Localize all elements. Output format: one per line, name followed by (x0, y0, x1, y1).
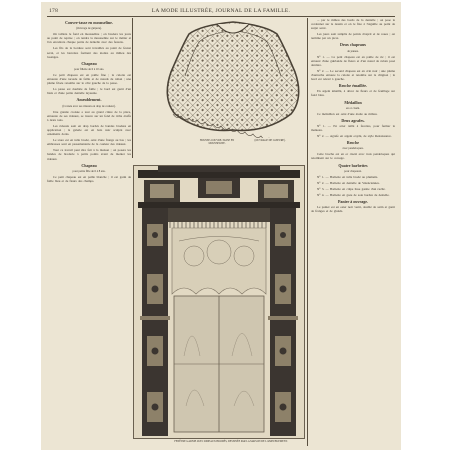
article-paragraph: En argent émaillé, à décor de fleurs et de feuillage sur fond bleu. (311, 89, 395, 98)
article-paragraph: N° 2. — Le second chapeau est en crin noir ; une plume d'autruche entoure la calotte et retombe sur le chignon ; le bord est relevé à gauche. (311, 68, 395, 82)
article-subheading: pour chapeaux. (344, 168, 362, 173)
article-subheading: de jeunes. (347, 48, 359, 53)
article-paragraph: Le panier est en osier noir verni, doublé de satin et garni de franges et de glands. (311, 205, 395, 214)
lace-collar-drawing (163, 16, 303, 138)
article-paragraph: ... par le milieu des bords de la dentelle ; on pose le cordonnet sur le dessin et on le fixe à l'aiguille au point de surjet serré. (311, 18, 395, 31)
column-divider (132, 18, 133, 158)
article-paragraph: Le store est en tulle brodé, orné d'une frange au bas ; les embrasses sont en passementerie de la couleur des rideaux. (47, 138, 131, 147)
article-paragraph: La passe est doublée de faille ; le bord est garni d'un biais et d'une petite dentelle tuyautée. (47, 87, 131, 96)
article-paragraph: N° 1. — En acier taillé à facettes, pour fermer le manteau. (311, 123, 395, 132)
article-paragraph: N° 1. — Ce petit chapeau est en paille de riz ; il est entouré d'une guirlande de fleurs et d'un nœud de ruban posé derrière. (311, 54, 395, 67)
article-paragraph: N° 2. — Agrafe en argent oxydé, de style Renaissance. (317, 134, 392, 139)
article-subheading: avec pendeloques. (342, 146, 364, 151)
article-subheading: en or ciselé. (346, 105, 360, 110)
article-paragraph: Tout ce travail peut être fait à la maison ; on posera les bandes de broderie à petits points avant de monter les rideaux. (47, 148, 131, 161)
article-paragraph: Les jours sont remplis de points d'esprit et de roues ; on termine par un picot. (311, 32, 395, 41)
article-subheading: (Croisée avec ses rideaux en drap de couleur). (62, 103, 116, 108)
journal-title: LA MODE ILLUSTRÉE, JOURNAL DE LA FAMILLE. (151, 8, 291, 14)
curtain-window-drawing (134, 166, 304, 438)
left-text-column (47, 18, 131, 446)
article-heading: Broche émaillée. (338, 83, 368, 89)
article-paragraph: N° 2. — Barbette en dentelle de Valenciennes. (317, 180, 380, 185)
article-paragraph: Les fils de la bordure sont travaillés au point de feston serré, et les barrettes forment des étoiles au milieu des losanges. (47, 46, 131, 59)
article-heading: Broche (346, 140, 360, 146)
article-subheading: pour petite fille de 6 à 8 ans. (72, 168, 106, 173)
article-heading: Deux chapeaux (339, 42, 367, 48)
article-heading: Couvre-tasse en mousseline. (65, 20, 113, 25)
column-divider-right (307, 18, 308, 446)
article-paragraph: Ce petit chapeau est en paille blanche ; il est garni de faille bleu et de fleurs des champs. (47, 174, 131, 183)
article-paragraph: Les rideaux sont en drap bordés de bandes brodées en application ; la galerie est en bois noir sculpté avec ornements dorés. (47, 123, 131, 137)
article-heading: Quatre barbettes (338, 162, 368, 168)
article-paragraph: Ce médaillon est orné d'une étoile au milieu. (317, 111, 378, 116)
curtain-window-illustration (133, 165, 305, 439)
article-paragraph: Une grande croisée a tout au grand cintre de la pièce, entourée de ses rideaux, se trouve sur un fond de riche étoffe à deux tons. (47, 109, 131, 122)
article-heading: Ameublement. (76, 97, 102, 103)
article-heading: Chapeau (81, 162, 97, 168)
article-heading: Deux agrafes. (341, 117, 365, 123)
article-subheading: pour fillette de 6 à 10 ans. (73, 66, 105, 71)
article-heading: Médaillon (344, 99, 362, 105)
curtain-caption: FENÊTRE GARNIE AVEC RIDEAUX BRODÉS, DESSINÉE PAR LA MAISON DE L'AMEUBLEMENT. (174, 440, 288, 443)
right-text-column (311, 18, 395, 446)
lace-collar-illustration (163, 16, 303, 138)
article-paragraph: N° 4. — Barbette en gaze de soie bordée de dentelle. (317, 193, 390, 197)
article-subheading: (Ouvrage de guipure). (76, 26, 102, 31)
article-heading: Panier à ouvrage. (337, 199, 369, 205)
article-paragraph: N° 1. — Barbette en tulle brodé au plumetis. (317, 174, 379, 179)
article-heading: Chapeau (81, 60, 97, 66)
article-paragraph: Cette broche est en or ciselé avec trois pendeloques qui retombent sur le corsage. (311, 152, 395, 161)
article-paragraph: N° 3. — Barbette en crêpe lisse garnie d'un ruché. (317, 186, 386, 191)
collar-caption-left: HOUSSE-COUVRE-TASSE EN MOUSSELINE. (199, 139, 235, 146)
journal-page (41, 2, 401, 450)
article-paragraph: On taillera le fond en mousseline ; on brodera les jours au point de reprise ; on tendra la mousseline sur le métier et l'on encadrera chaque partie de dentelle avec des festons. (47, 32, 131, 45)
article-paragraph: Ce petit chapeau est en paille fine ; la calotte est entourée d'une torsade de faille et de nœuds de ruban ; une plume frisée retombe sur le côté gauche de la passe. (47, 72, 131, 86)
collar-caption-right: (OUVRAGE DE GUIPURE). (254, 139, 286, 142)
page-number: 178 (49, 8, 59, 14)
